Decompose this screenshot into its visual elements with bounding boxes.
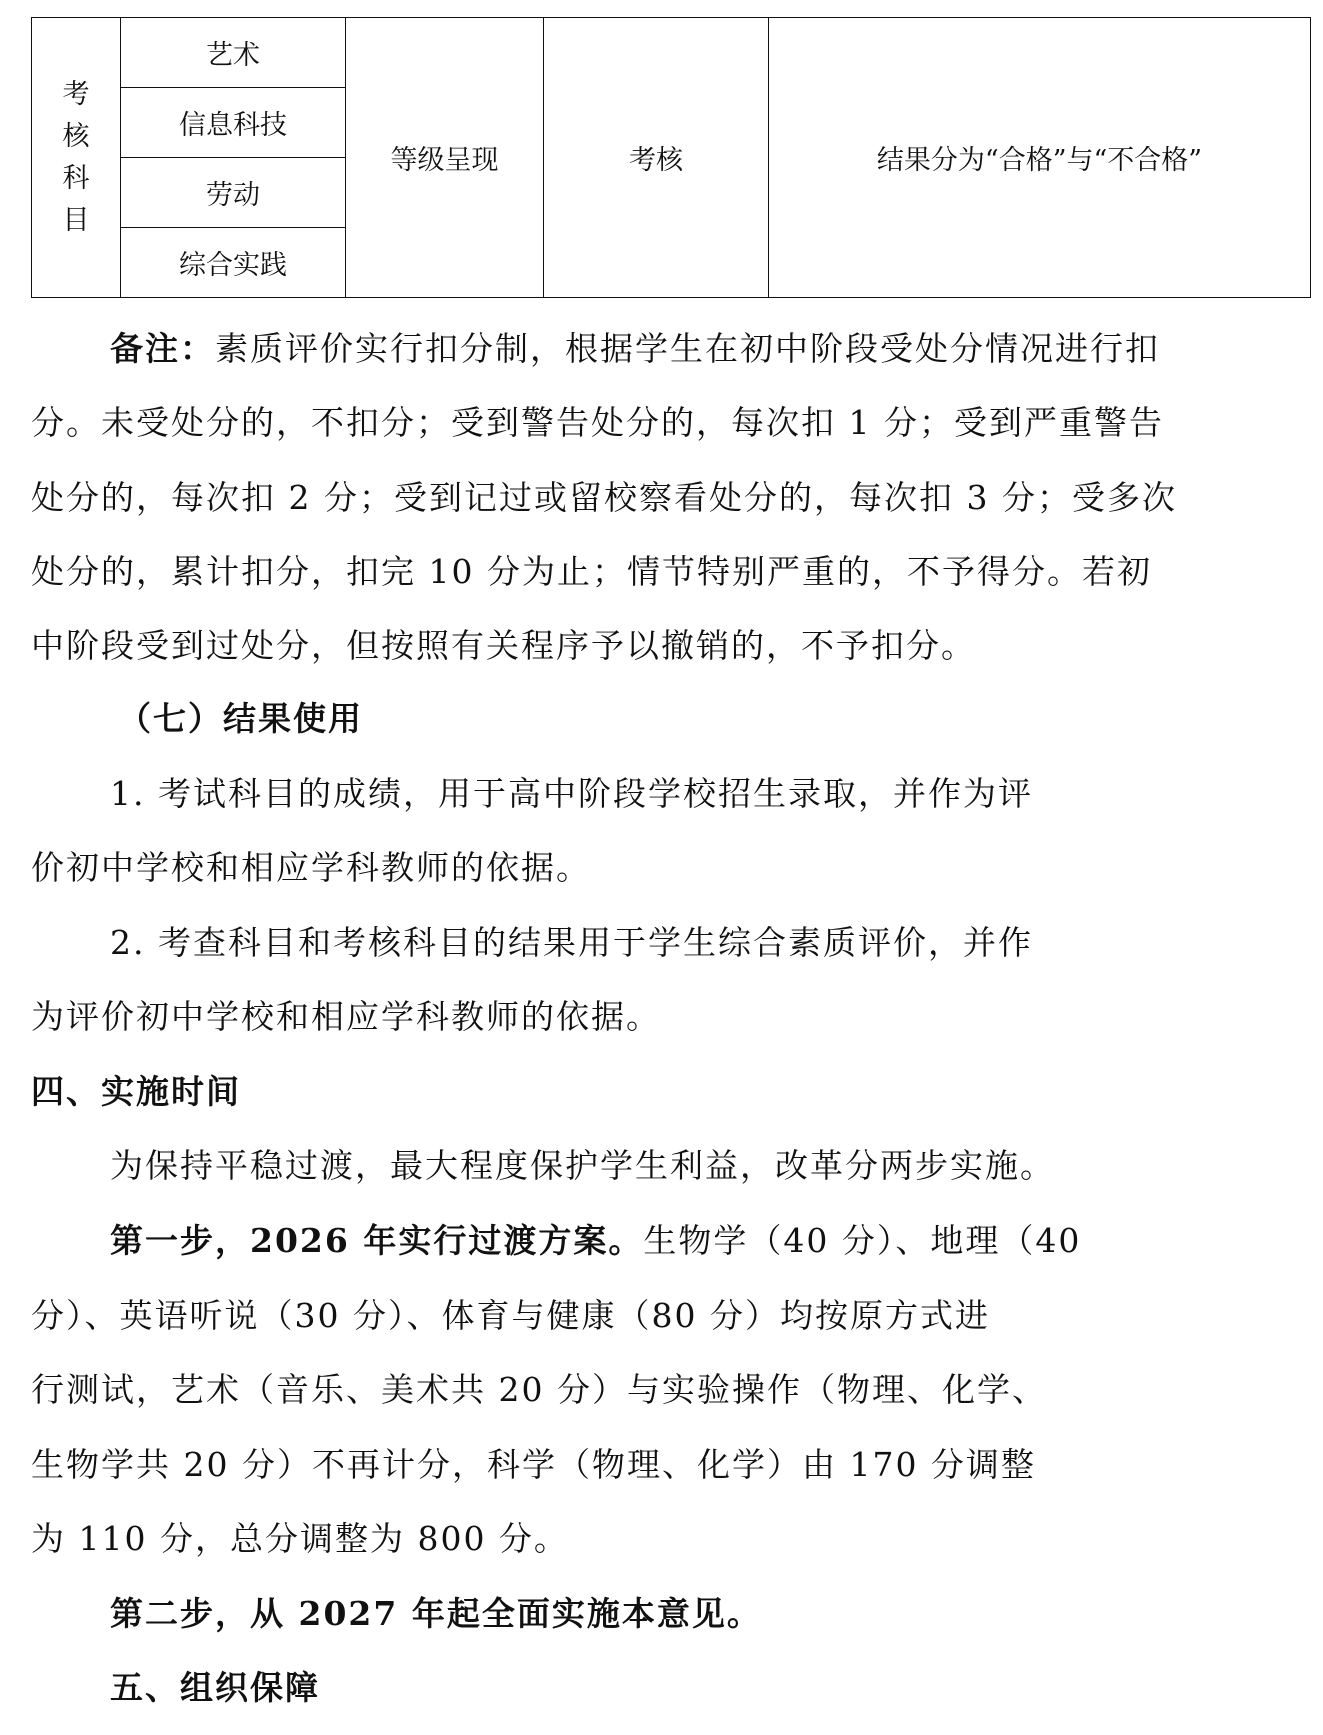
paragraph-line: 为 110 分，总分调整为 800 分。 bbox=[31, 1519, 569, 1558]
subject-cell: 综合实践 bbox=[121, 228, 346, 298]
group-label-char: 考 bbox=[62, 78, 90, 110]
paragraph-line bbox=[110, 1222, 1290, 1260]
note-line: 处分的，每次扣 2 分；受到记过或留校察看处分的，每次扣 3 分；受多次 bbox=[31, 478, 1177, 517]
note-text: 素质评价实行扣分制，根据学生在初中阶段受处分情况进行扣 bbox=[215, 329, 1160, 368]
group-label-char: 科 bbox=[62, 162, 90, 194]
section5-heading: 五、组织保障 bbox=[110, 1668, 320, 1707]
paragraph-line: 1. 考试科目的成绩，用于高中阶段学校招生录取，并作为评 bbox=[110, 774, 1033, 813]
subject-cell: 艺术 bbox=[121, 18, 346, 88]
note-line: 分。未受处分的，不扣分；受到警告处分的，每次扣 1 分；受到严重警告 bbox=[31, 403, 1164, 442]
paragraph-line: 为保持平稳过渡，最大程度保护学生利益，改革分两步实施。 bbox=[110, 1146, 1055, 1185]
note-line: 中阶段受到过处分，但按照有关程序予以撤销的，不予扣分。 bbox=[31, 626, 976, 665]
step1-label: 第一步，2026 年实行过渡方案。 bbox=[110, 1221, 644, 1260]
section7-heading: （七）结果使用 bbox=[118, 699, 363, 738]
note-label: 备注： bbox=[110, 329, 215, 368]
paragraph-line: 行测试，艺术（音乐、美术共 20 分）与实验操作（物理、化学、 bbox=[31, 1370, 1047, 1409]
paragraph-line: 为评价初中学校和相应学科教师的依据。 bbox=[31, 997, 661, 1036]
note-line: 处分的，累计扣分，扣完 10 分为止；情节特别严重的，不予得分。若初 bbox=[31, 552, 1152, 591]
subject-cell: 信息科技 bbox=[121, 88, 346, 158]
method-cell: 考核 bbox=[544, 18, 769, 298]
paragraph-line: 价初中学校和相应学科教师的依据。 bbox=[31, 848, 591, 887]
paragraph-line: 2. 考查科目和考核科目的结果用于学生综合素质评价，并作 bbox=[110, 923, 1033, 962]
paragraph-line: 分）、英语听说（30 分）、体育与健康（80 分）均按原方式进 bbox=[31, 1296, 990, 1335]
group-label-cell bbox=[32, 18, 121, 298]
group-label-char: 目 bbox=[62, 204, 90, 236]
paragraph-line: 生物学共 20 分）不再计分，科学（物理、化学）由 170 分调整 bbox=[31, 1445, 1036, 1484]
assessment-subjects-table bbox=[31, 17, 1311, 298]
step2-line: 第二步，从 2027 年起全面实施本意见。 bbox=[110, 1594, 762, 1633]
group-label-char: 核 bbox=[62, 120, 90, 152]
subject-cell: 劳动 bbox=[121, 158, 346, 228]
presentation-cell: 等级呈现 bbox=[346, 18, 544, 298]
note-line bbox=[110, 330, 1290, 368]
result-cell: 结果分为“合格”与“不合格” bbox=[769, 18, 1311, 298]
section4-heading: 四、实施时间 bbox=[31, 1072, 241, 1111]
step1-text: 生物学（40 分）、地理（40 bbox=[643, 1221, 1082, 1260]
